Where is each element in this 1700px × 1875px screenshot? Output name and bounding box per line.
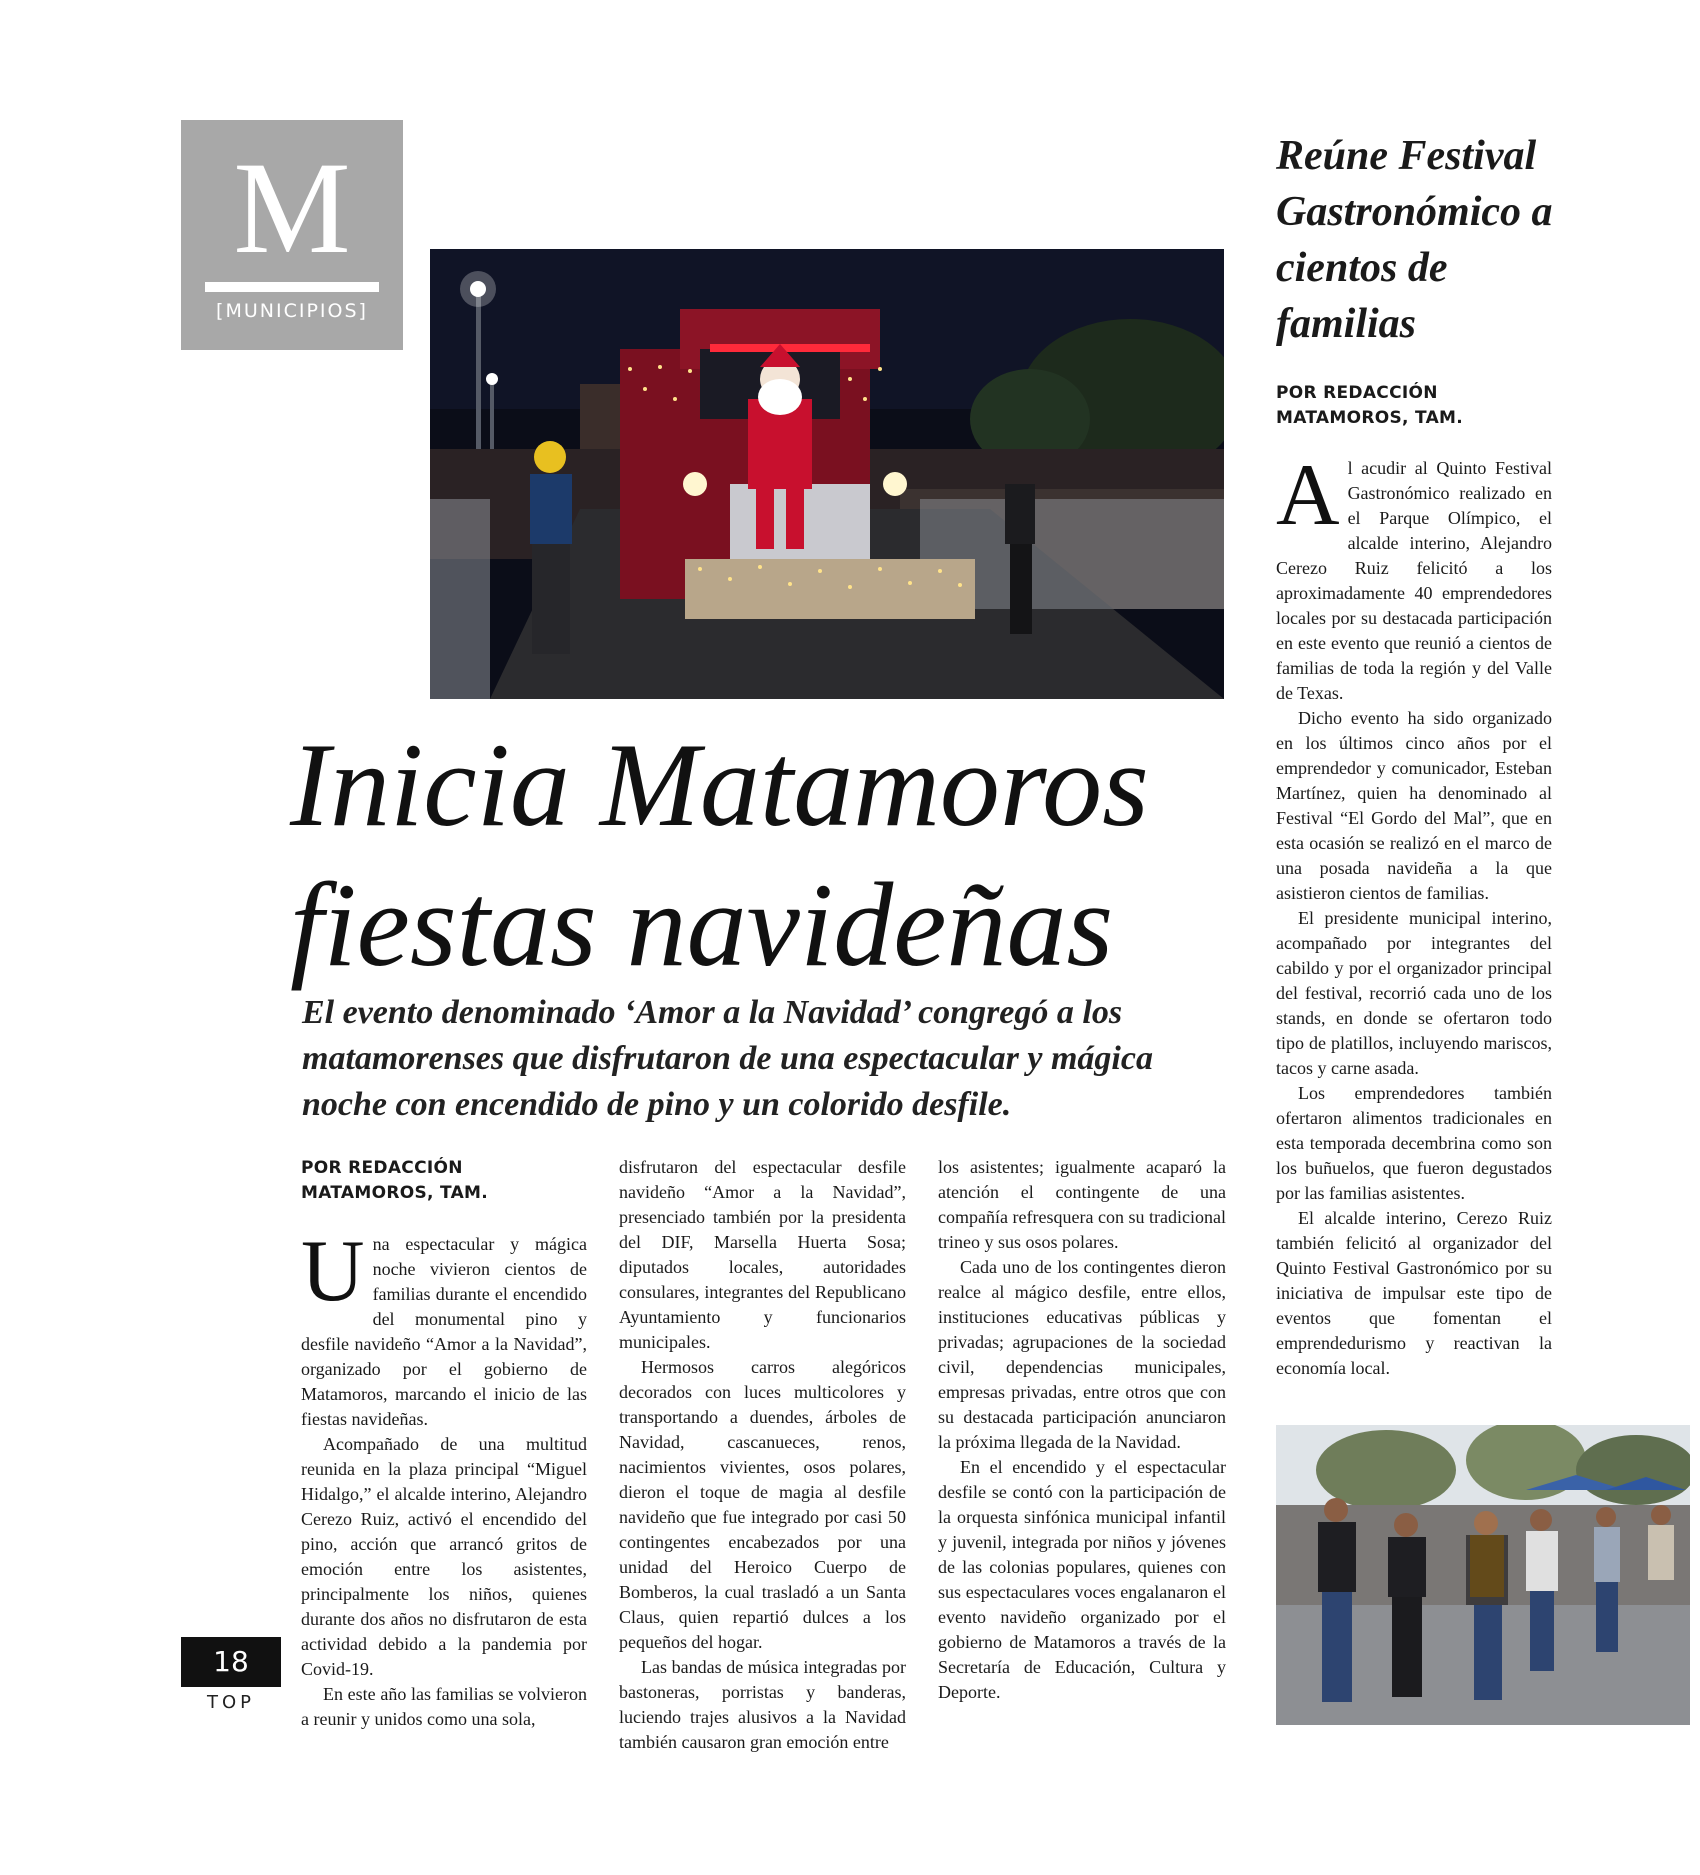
side-paragraph-3: El presidente municipal interino, acompañado por integrantes del cabildo y por el organizador principal del festival, recorrió cada uno de los stands, en donde se ofertaron todo tipo de platillos, incluyendo mariscos, tacos y carne asada.: [1276, 908, 1552, 1078]
festival-illustration: [1276, 1425, 1690, 1725]
main-deck: El evento denominado ‘Amor a la Navidad’ congregó a los matamorenses que disfrutaron de una espectacular y mágica noche con encendido de pino y un colorido desfile.: [302, 994, 1153, 1123]
main-paragraph-2: Acompañado de una multitud reunida en la plaza principal “Miguel Hidalgo,” el alcalde interino, Alejandro Cerezo Ruiz, activó el encendido del pino, acción que arrancó gritos de emoción entre los asistentes, principalmente los niños, quienes durante dos años no disfrutaron de esta actividad debido a la pandemia por Covid-19.: [301, 1434, 587, 1679]
side-paragraph-4: Los emprendedores también ofertaron alimentos tradicionales en esta temporada decembrina como son los buñuelos, que fueron degustados por las familias asistentes.: [1276, 1083, 1552, 1203]
side-byline-location: MATAMOROS, TAM.: [1276, 408, 1464, 428]
side-byline: [1276, 381, 1566, 431]
main-byline-author: POR REDACCIÓN: [301, 1158, 463, 1178]
side-paragraph-1: [1276, 447, 1552, 706]
main-paragraph-1-text: na espectacular y mágica noche vivieron cientos de familias durante el encendido del monumental pino y desfile navideño “Amor a la Navidad”, organizado por el gobierno de Matamoros, marcando el inicio de las fiestas navideñas.: [301, 1234, 587, 1429]
side-paragraph-2: Dicho evento ha sido organizado en los últimos cinco años por el emprendedor y comunicador, Esteban Martínez, quien ha denominado al Festival “El Gordo del Mal”, que en esta ocasión se realizó en el marco de una posada navideña a la que asistieron cientos de familias.: [1276, 708, 1552, 903]
section-badge: [181, 120, 403, 350]
side-headline: Reúne Festival Gastronómico a cientos de familias: [1276, 133, 1553, 347]
main-paragraph-3-cont: disfrutaron del espectacular desfile navideño “Amor a la Navidad”, presenciado también por la presidenta del DIF, Marsella Huerta Sosa; diputados locales, autoridades consulares, integrantes del Republicano Ayuntamiento y funcionarios municipales.: [619, 1157, 906, 1352]
side-photo-festival: [1276, 1425, 1690, 1725]
main-column-1: [301, 1223, 587, 1732]
side-paragraph-5: El alcalde interino, Cerezo Ruiz también felicitó al organizador del Quinto Festival Gastronómico por su iniciativa de impulsar este tipo de eventos que fomentan el emprendedurismo y reactivan la economía local.: [1276, 1208, 1552, 1378]
main-paragraph-4: Hermosos carros alegóricos decorados con luces multicolores y transportando a duendes, árboles de Navidad, cascanueces, renos, nacimientos vivientes, osos polares, dieron el toque de magia al desfile navideño que fue integrado por casi 50 contingentes encabezados por una unidad del Heroico Cuerpo de Bomberos, la cual trasladó a un Santa Claus, quien repartió dulces a los pequeños del hogar.: [619, 1357, 906, 1652]
main-paragraph-3: En este año las familias se volvieron a reunir y unidos como una sola,: [301, 1684, 587, 1729]
main-paragraph-7: En el encendido y el espectacular desfile se contó con la participación de la orquesta sinfónica municipal infantil y juvenil, integrada por niños y jóvenes de las colonias populares, quienes con sus espectaculares voces engalanaron el evento navideño organizado por el gobierno de Matamoros a través de la Secretaría de Educación, Cultura y Deporte.: [938, 1457, 1226, 1702]
main-paragraph-6: Cada uno de los contingentes dieron realce al mágico desfile, entre ellos, instituciones educativas públicas y privadas; agrupaciones de la sociedad civil, dependencias municipales, empresas privadas, entre otros que con su destacada participación anunciaron la próxima llegada de la Navidad.: [938, 1257, 1226, 1452]
section-rule: [205, 282, 379, 292]
main-byline-location: MATAMOROS, TAM.: [301, 1183, 489, 1203]
main-headline: [290, 715, 1220, 995]
headline-line-1: Inicia Matamoros: [290, 718, 1149, 851]
parade-illustration: [430, 249, 1224, 699]
side-paragraph-1-text: l acudir al Quinto Festival Gastronómico realizado en el Parque Olímpico, el alcalde interino, Alejandro Cerezo Ruiz felicitó a los aproximadamente 40 emprendedores locales por su destacada participación en este evento que reunió a cientos de familias de toda la región y del Valle de Texas.: [1276, 458, 1552, 703]
main-paragraph-5-cont: los asistentes; igualmente acaparó la atención el contingente de una compañía refresquera con su tradicional trineo y sus osos polares.: [938, 1157, 1226, 1252]
main-dropcap: U: [301, 1223, 365, 1320]
headline-line-2: fiestas navideñas: [290, 858, 1114, 991]
main-column-2: [619, 1155, 906, 1755]
magazine-label: TOP: [206, 1692, 256, 1713]
side-byline-author: POR REDACCIÓN: [1276, 383, 1438, 403]
main-photo-parade: [430, 249, 1224, 699]
section-letter: M: [233, 134, 351, 281]
main-column-3: [938, 1155, 1226, 1705]
side-column: [1276, 447, 1552, 1381]
section-label: [MUNICIPIOS]: [216, 300, 368, 322]
page-number-box: 18: [181, 1637, 281, 1687]
main-paragraph-5: Las bandas de música integradas por bastoneras, porristas y banderas, luciendo trajes alusivos a la Navidad también causaron gran emoción entre: [619, 1657, 906, 1752]
side-dropcap: A: [1276, 447, 1340, 544]
main-paragraph-1: [301, 1223, 587, 1432]
main-byline: [301, 1156, 591, 1206]
